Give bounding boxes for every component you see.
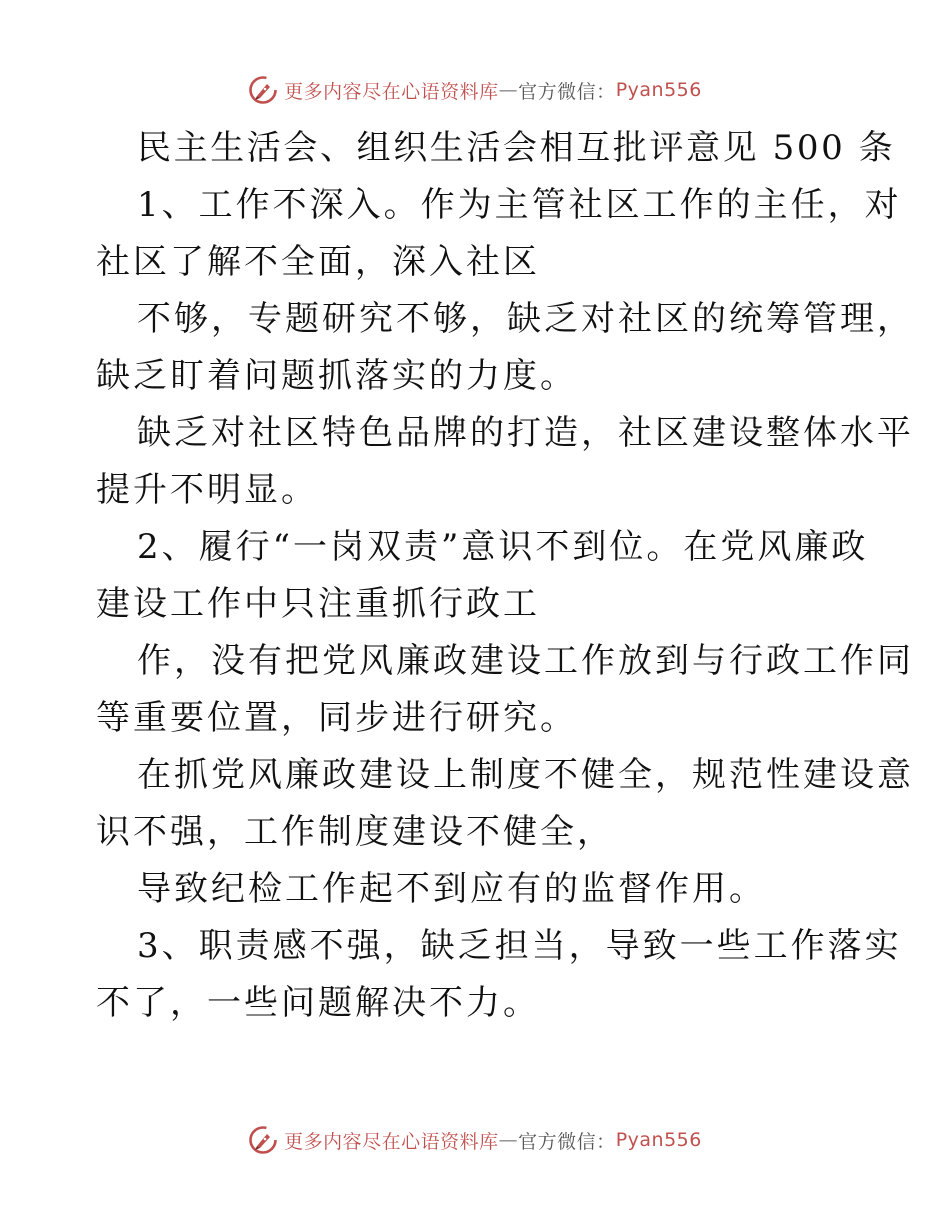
document-line: 在抓党风廉政建设上制度不健全，规范性建设意 [137, 755, 914, 795]
document-line: 缺乏对社区特色品牌的打造，社区建设整体水平 [137, 413, 914, 453]
banner-dash: — [498, 79, 519, 101]
banner-wechat-id: Pyan556 [615, 79, 702, 101]
header-banner [0, 70, 950, 110]
document-line: 2、履行“一岗双责”意识不到位。在党风廉政 [137, 527, 869, 567]
document-line: 1、工作不深入。作为主管社区工作的主任，对 [137, 185, 902, 225]
document-line: 提升不明显。 [96, 470, 318, 510]
banner-dash: — [498, 1129, 519, 1151]
banner-wechat-label: 官方微信： [518, 80, 616, 103]
document-line: 识不强，工作制度建设不健全， [96, 812, 614, 852]
pen-nib-circle-icon [248, 1125, 278, 1155]
document-line: 3、职责感不强，缺乏担当，导致一些工作落实 [137, 926, 902, 966]
document-line: 不了，一些问题解决不力。 [96, 983, 540, 1023]
document-line: 缺乏盯着问题抓落实的力度。 [96, 356, 577, 396]
banner-wechat-id: Pyan556 [615, 1129, 702, 1151]
document-title: 民主生活会、组织生活会相互批评意见 500 条 [137, 128, 896, 168]
document-line: 导致纪检工作起不到应有的监督作用。 [137, 869, 766, 909]
banner-site-text: 更多内容尽在心语资料库 [284, 80, 499, 103]
document-line: 建设工作中只注重抓行政工 [96, 584, 540, 624]
document-line: 作，没有把党风廉政建设工作放到与行政工作同 [137, 641, 914, 681]
document-line: 不够，专题研究不够，缺乏对社区的统筹管理， [137, 299, 914, 339]
document-body [96, 120, 914, 1032]
pen-nib-circle-icon [248, 75, 278, 105]
banner-wechat-label: 官方微信： [518, 1130, 616, 1153]
document-line: 等重要位置，同步进行研究。 [96, 698, 577, 738]
footer-banner [0, 1120, 950, 1160]
document-line: 社区了解不全面，深入社区 [96, 242, 540, 282]
banner-site-text: 更多内容尽在心语资料库 [284, 1130, 499, 1153]
